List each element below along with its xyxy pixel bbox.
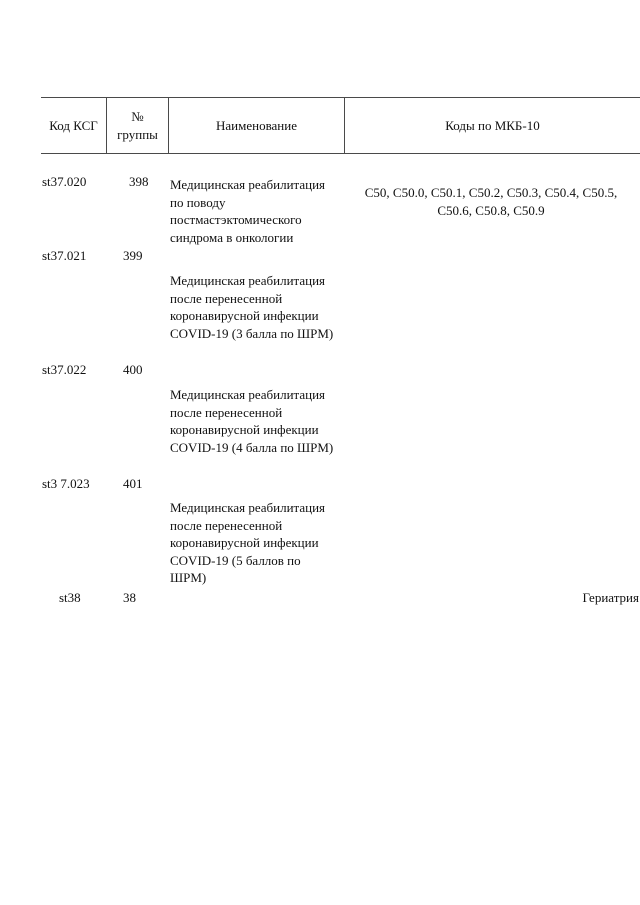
section-name: Гериатрия	[582, 590, 639, 605]
header-group-number: № группы	[117, 109, 158, 142]
row-group-number: 399	[123, 248, 143, 263]
header-mkb-codes: Коды по МКБ-10	[445, 117, 540, 133]
row-name: Медицинская реабилитация по поводу постмастэктомического синдрома в онкологии	[170, 177, 326, 245]
row-name: Медицинская реабилитация после перенесенной коронавирусной инфекции COVID-19 (4 балла по ШРМ)	[170, 387, 334, 455]
row-mkb-codes: C50, C50.0, C50.1, C50.2, C50.3, C50.4, C50.5, C50.6, C50.8, C50.9	[364, 185, 618, 218]
column-divider	[106, 97, 107, 154]
header-name: Наименование	[216, 117, 297, 133]
section-code: st38	[59, 590, 81, 605]
section-group-number: 38	[123, 590, 136, 605]
header-bottom-border	[41, 153, 640, 154]
row-code: st37.021	[42, 248, 87, 263]
row-group-number: 398	[129, 174, 149, 189]
row-name: Медицинская реабилитация после перенесенной коронавирусной инфекции COVID-19 (3 балла по ШРМ)	[170, 273, 334, 341]
header-code: Код КСГ	[49, 117, 98, 133]
row-group-number: 401	[123, 476, 143, 491]
row-code: st37.020	[42, 174, 87, 189]
row-group-number: 400	[123, 362, 143, 377]
row-code: st37.022	[42, 362, 87, 377]
row-code: st3 7.023	[42, 476, 90, 491]
row-name: Медицинская реабилитация после перенесенной коронавирусной инфекции COVID-19 (5 баллов по ШРМ)	[170, 500, 326, 585]
